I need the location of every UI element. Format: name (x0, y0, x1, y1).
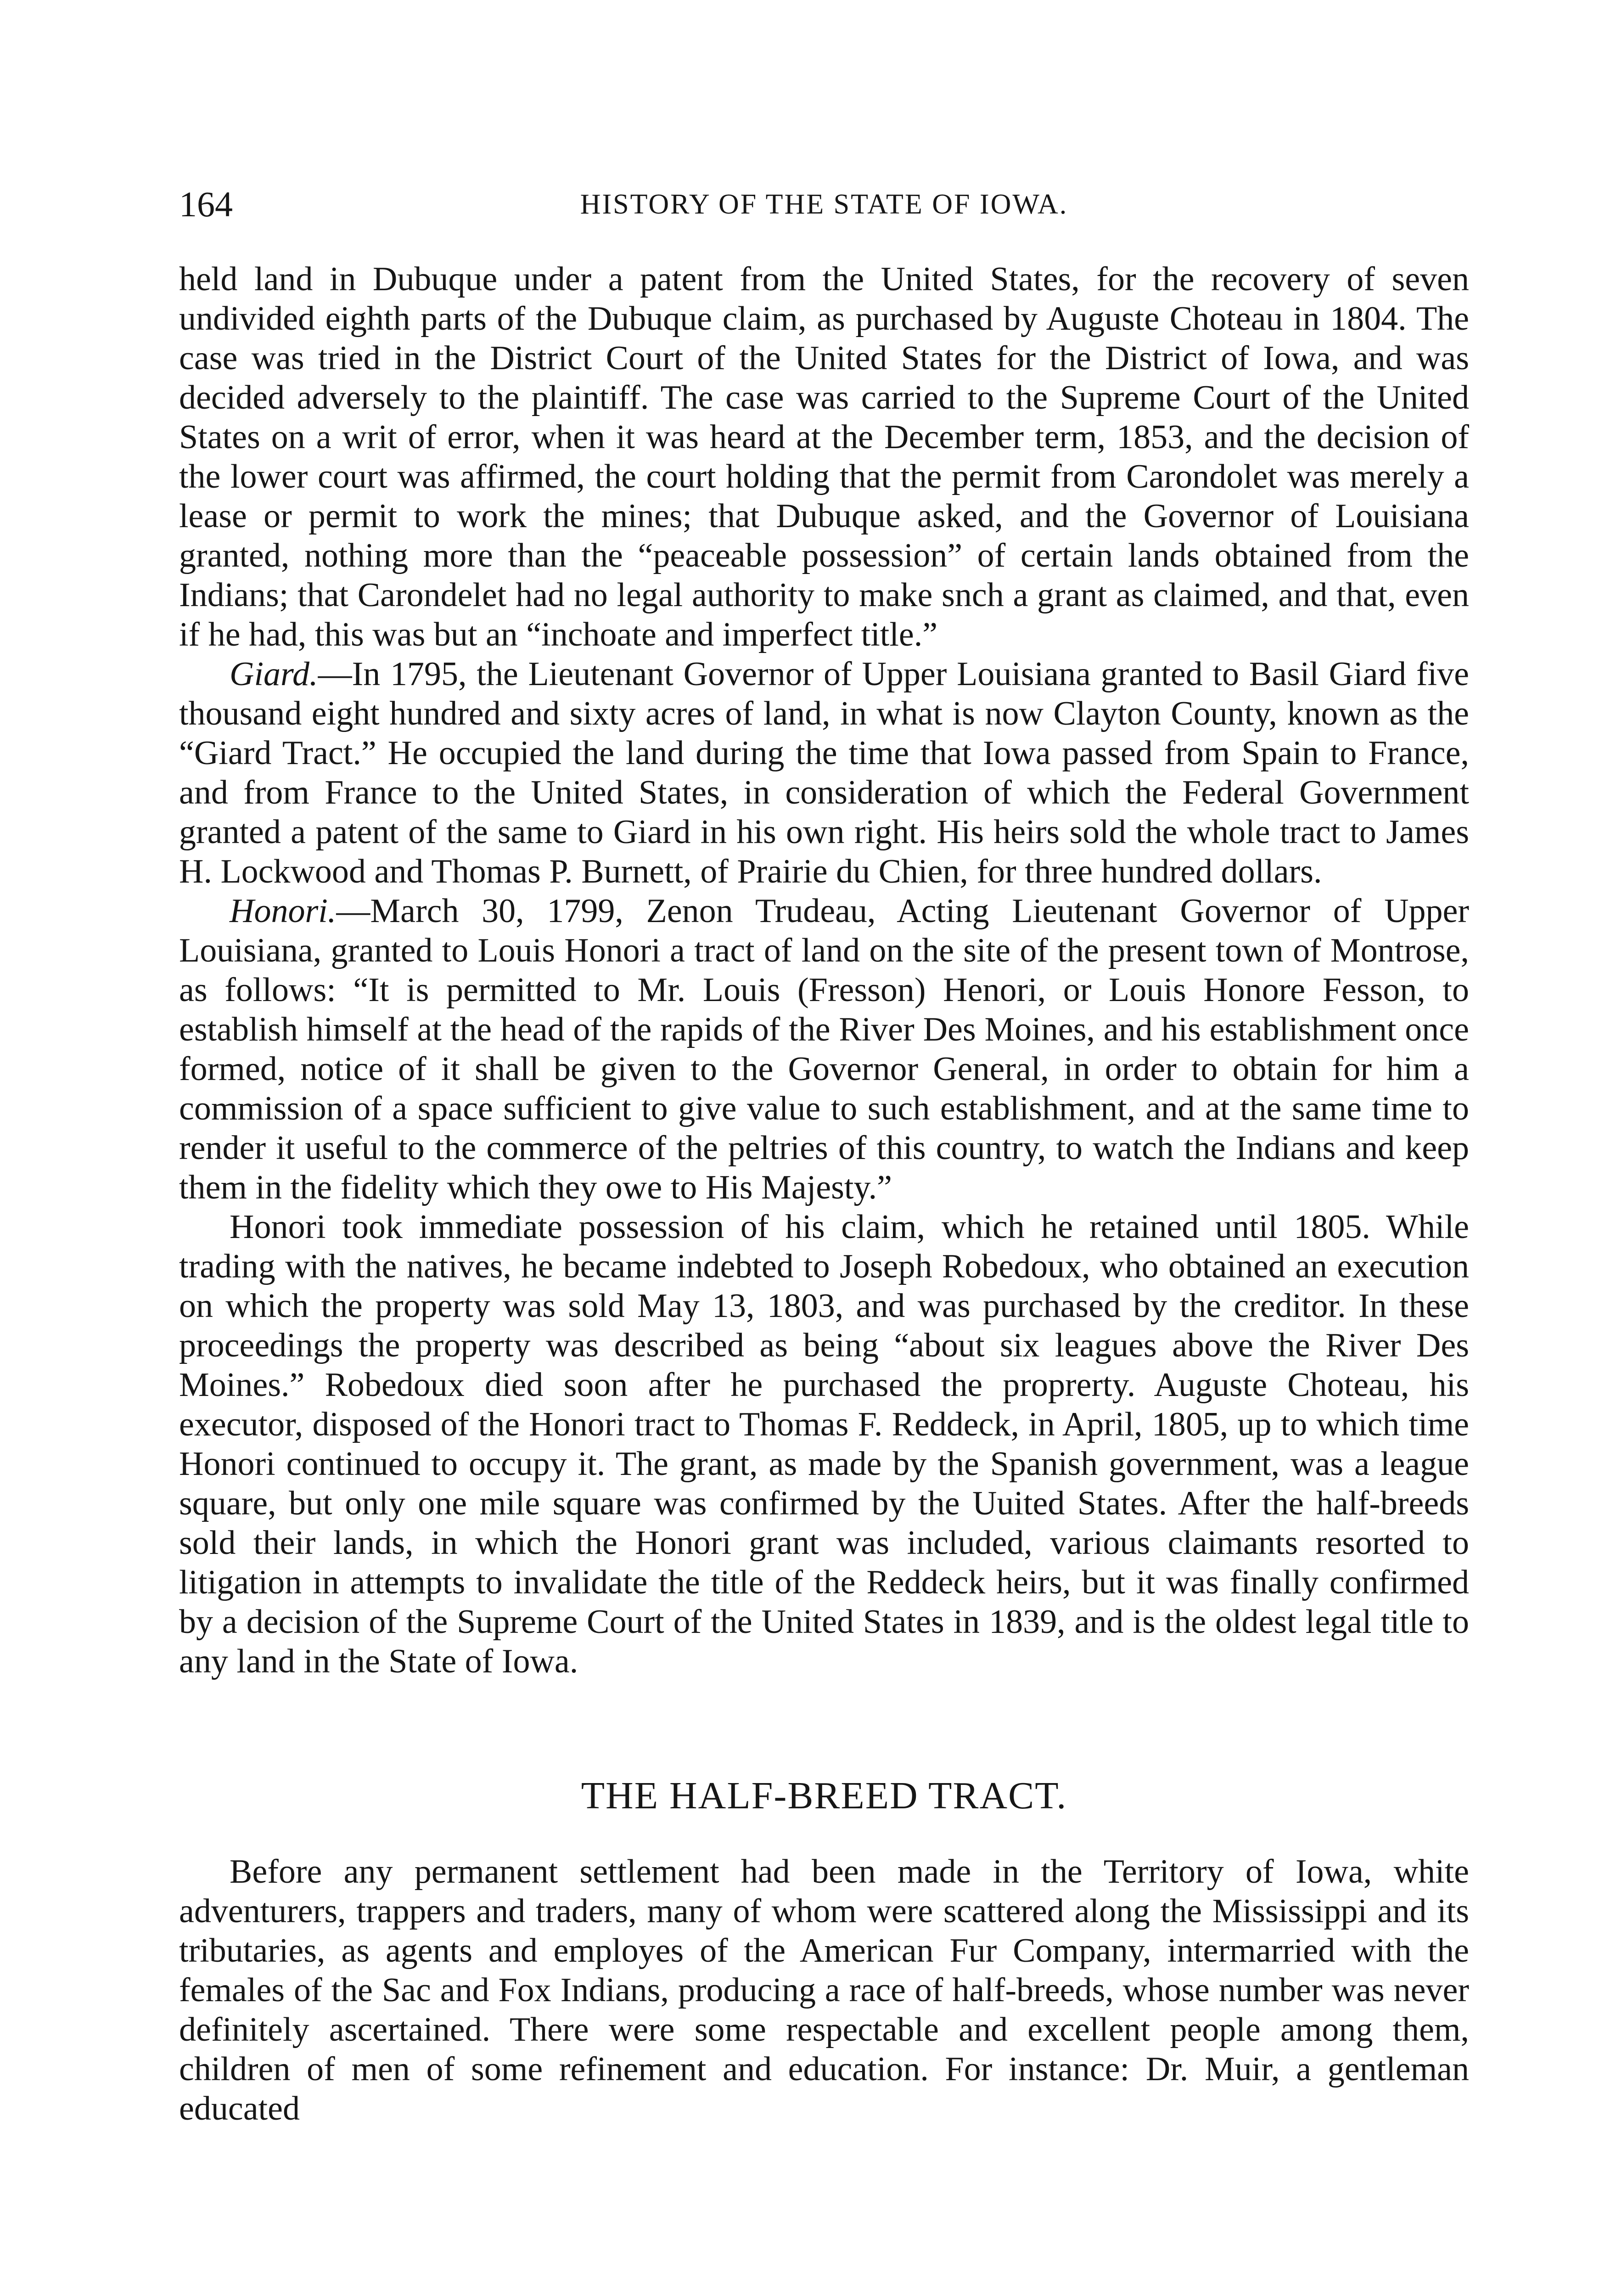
page-number: 164 (179, 184, 233, 224)
honori-run-in-heading: Honori. (230, 892, 337, 930)
giard-text: —In 1795, the Lieutenant Governor of Upper Louisiana granted to Basil Giard five thousand eight hundred and sixty acres of land, in what is now Clayton County, known as the “Giard Tract.” He occupied the land during the time that Iowa passed from Spain to France, and from France to the United States, in consideration of which the Federal Government granted a patent of the same to Giard in his own right. His heirs sold the whole tract to James H. Lockwood and Thomas P. Burnett, of Prairie du Chien, for three hundred dollars. (179, 655, 1469, 890)
paragraph-dubuque-case: held land in Dubuque under a patent from the United States, for the recovery of seven undivided eighth parts of the Dubuque claim, as purchased by Auguste Choteau in 1804. The case was tried in the District Court of the United States for the District of Iowa, and was decided adversely to the plaintiff. The case was carried to the Supreme Court of the United States on a writ of error, when it was heard at the December term, 1853, and the decision of the lower court was affirmed, the court holding that the permit from Carondolet was merely a lease or permit to work the mines; that Dubuque asked, and the Governor of Louisiana granted, nothing more than the “peaceable possession” of certain lands obtained from the Indians; that Carondelet had no legal authority to make snch a grant as claimed, and that, even if he had, this was but an “inchoate and imperfect title.” (179, 260, 1469, 653)
section-heading: THE HALF-BREED TRACT. (581, 1774, 1067, 1817)
honori-text: —March 30, 1799, Zenon Trudeau, Acting Lieutenant Governor of Upper Louisiana, granted to Louis Honori a tract of land on the site of the present town of Montrose, as follows: “It is permitted to Mr. Louis (Fresson) Henori, or Louis Honore Fesson, to establish himself at the head of the rapids of the River Des Moines, and his establishment once formed, notice of it shall be given to the Governor General, in order to obtain for him a commission of a space sufficient to give value to such establishment, and at the same time to render it useful to the commerce of the peltries of this country, to watch the Indians and keep them in the fidelity which they owe to His Majesty.” (179, 892, 1469, 1206)
paragraph-honori-possession: Honori took immediate possession of his claim, which he retained until 1805. While trading with the natives, he became indebted to Joseph Robedoux, who obtained an execution on which the property was sold May 13, 1803, and was purchased by the creditor. In these proceedings the property was described as being “about six leagues above the River Des Moines.” Robedoux died soon after he purchased the proprerty. Auguste Choteau, his executor, disposed of the Honori tract to Thomas F. Reddeck, in April, 1805, up to which time Honori continued to occupy it. The grant, as made by the Spanish government, was a league square, but only one mile square was confirmed by the Uuited States. After the half-breeds sold their lands, in which the Honori grant was included, various claimants resorted to litigation in attempts to invalidate the title of the Reddeck heirs, but it was finally confirmed by a decision of the Supreme Court of the United States in 1839, and is the oldest legal title to any land in the State of Iowa. (179, 1208, 1469, 1680)
page-header (179, 181, 1469, 227)
giard-run-in-heading: Giard. (230, 655, 318, 693)
paragraph-half-breed: Before any permanent settlement had been made in the Territory of Iowa, white adventurers, trappers and traders, many of whom were scattered along the Mississippi and its tributaries, as agents and employes of the American Fur Company, intermarried with the females of the Sac and Fox Indians, producing a race of half-breeds, whose number was never definitely ascertained. There were some respectable and excellent people among them, children of men of some refinement and education. For instance: Dr. Muir, a gentleman educated (179, 1853, 1469, 2127)
paragraph-honori (179, 891, 1469, 1207)
running-head: HISTORY OF THE STATE OF IOWA. (580, 189, 1068, 220)
body-text (179, 259, 1469, 2128)
paragraph-giard (179, 654, 1469, 891)
